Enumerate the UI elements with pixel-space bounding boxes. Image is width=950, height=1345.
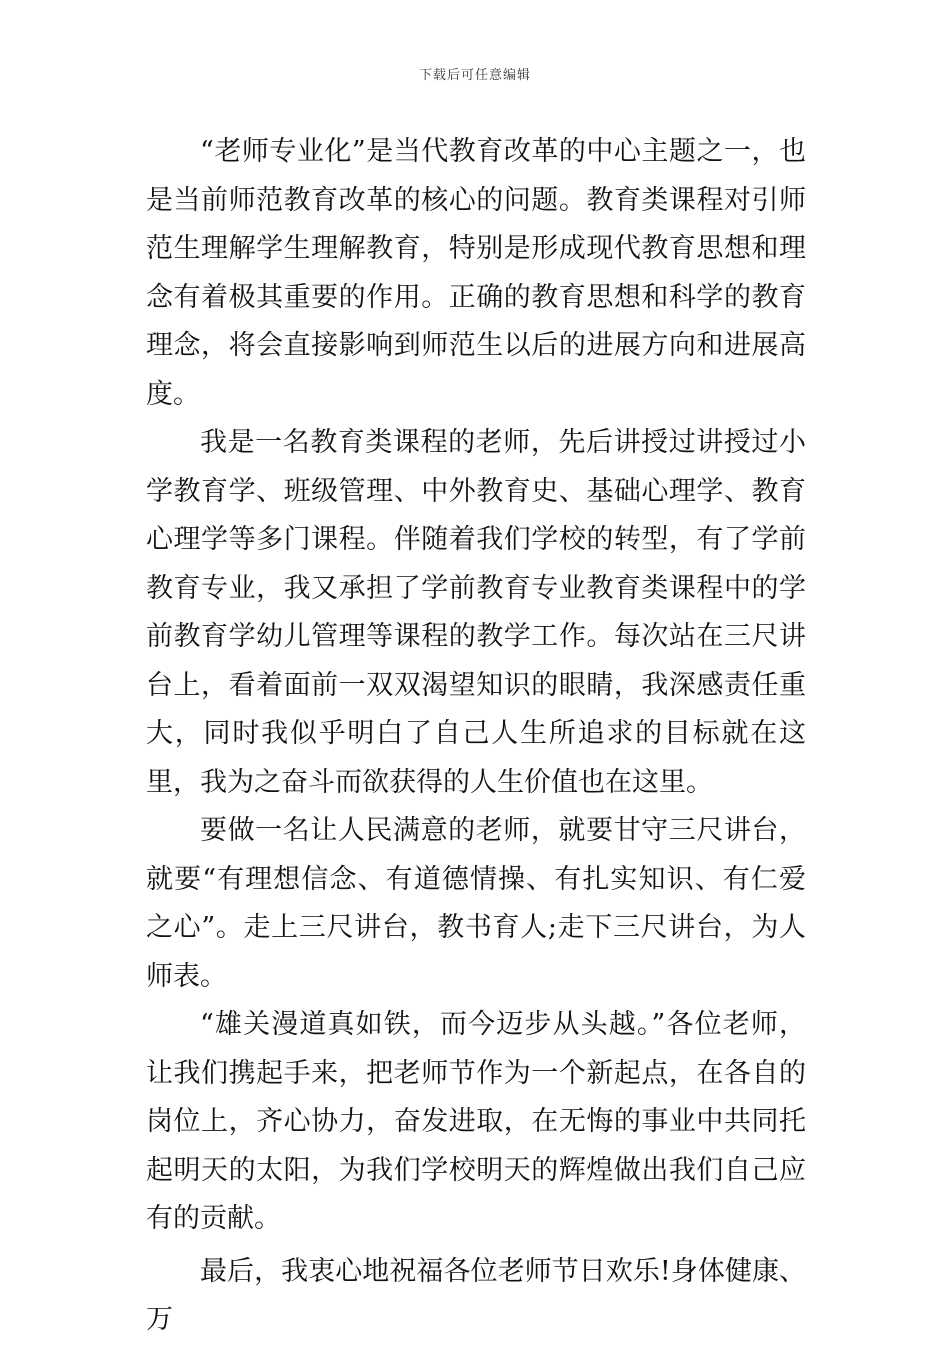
paragraph-2: 我是一名教育类课程的老师，先后讲授过讲授过小学教育学、班级管理、中外教育史、基础心理学、教育心理学等多门课程。伴随着我们学校的转型，有了学前教育专业，我又承担了学前教育专业教育类课程中的学前教育学幼儿管理等课程的教学工作。每次站在三尺讲台上，看着面前一双双渴望知识的眼睛，我深感责任重大，同时我似乎明白了自己人生所追求的目标就在这里，我为之奋斗而欲获得的人生价值也在这里。 <box>146 427 806 798</box>
paragraph-3: 要做一名让人民满意的老师，就要甘守三尺讲台，就要“有理想信念、有道德情操、有扎实知识、有仁爱之心”。走上三尺讲台，教书育人;走下三尺讲台，为人师表。 <box>146 815 806 992</box>
document-body <box>146 128 806 1345</box>
paragraph-1: “老师专业化”是当代教育改革的中心主题之一，也是当前师范教育改革的核心的问题。教育类课程对引师范生理解学生理解教育，特别是形成现代教育思想和理念有着极其重要的作用。正确的教育思想和科学的教育理念，将会直接影响到师范生以后的进展方向和进展高度。 <box>146 136 806 410</box>
paragraph-5: 最后，我衷心地祝福各位老师节日欢乐!身体健康、万 <box>146 1255 806 1335</box>
paragraph-4: “雄关漫道真如铁，而今迈步从头越。”各位老师，让我们携起手来，把老师节作为一个新起点，在各自的岗位上，齐心协力，奋发进取，在无悔的事业中共同托起明天的太阳，为我们学校明天的辉煌做出我们自己应有的贡献。 <box>146 1009 806 1234</box>
page-header: 下载后可任意编辑 <box>418 68 531 83</box>
